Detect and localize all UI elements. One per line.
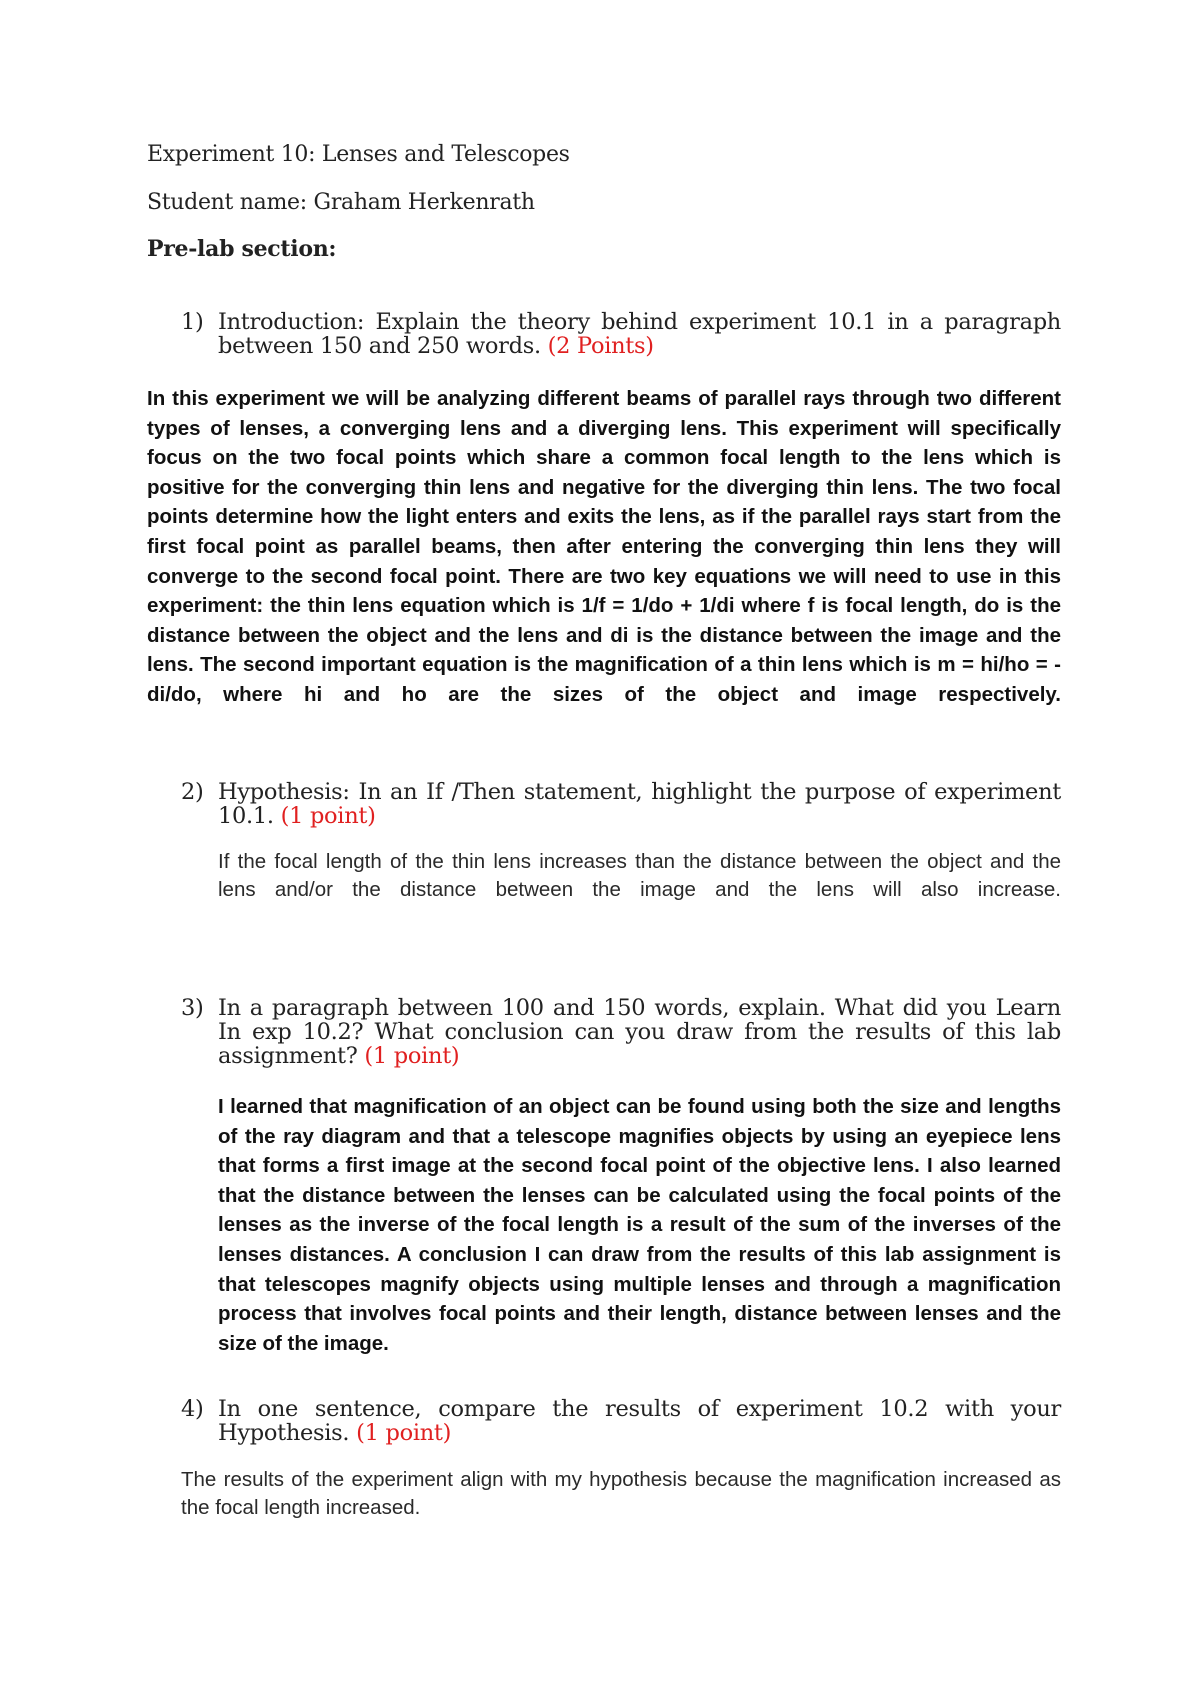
section-heading: Pre-lab section:	[147, 236, 337, 262]
answer-2: If the focal length of the thin lens increases than the distance between the object and the lens and/or the distance between the image and the lens will also increase.	[218, 850, 1061, 901]
points-label: (1 point)	[280, 803, 376, 829]
question-prompt-text: In one sentence, compare the results of experiment 10.2 with your Hypothesis.	[218, 1396, 1061, 1446]
question-prompt	[218, 996, 1061, 1068]
experiment-title: Experiment 10: Lenses and Telescopes	[147, 142, 570, 167]
question-number: 2)	[181, 779, 204, 805]
question-1	[181, 310, 1061, 358]
points-label: (1 point)	[364, 1043, 460, 1069]
question-prompt	[218, 780, 1061, 828]
question-prompt	[218, 310, 1061, 358]
question-3	[181, 996, 1061, 1068]
points-label: (2 Points)	[547, 333, 654, 359]
question-prompt	[218, 1397, 1061, 1445]
question-4	[181, 1397, 1061, 1445]
question-2	[181, 780, 1061, 828]
question-number: 3)	[181, 995, 204, 1021]
question-prompt-text: In a paragraph between 100 and 150 words, explain. What did you Learn In exp 10.2? What conclusion can you draw from the results of this lab assignment?	[218, 995, 1061, 1069]
question-prompt-text: Introduction: Explain the theory behind experiment 10.1 in a paragraph between 150 and 250 words.	[218, 309, 1061, 359]
answer-1: In this experiment we will be analyzing different beams of parallel rays through two different types of lenses, a converging lens and a diverging lens. This experiment will specifically focus on the two focal points which share a common focal length to the lens which is positive for the converging thin lens and negative for the diverging thin lens. The two focal points determine how the light enters and exits the lens, as if the parallel rays start from the first focal point as parallel beams, then after entering the converging thin lens they will converge to the second focal point. There are two key equations we will need to use in this experiment: the thin lens equation which is 1/f = 1/do + 1/di where f is focal length, do is the distance between the object and the lens and di is the distance between the image and the lens. The second important equation is the magnification of a thin lens which is m = hi/ho = -di/do, where hi and ho are the sizes of the object and image respectively.	[147, 387, 1061, 706]
answer-4: The results of the experiment align with my hypothesis because the magnification increased as the focal length increased.	[181, 1468, 1061, 1519]
answer-3: I learned that magnification of an object can be found using both the size and lengths of the ray diagram and that a telescope magnifies objects by using an eyepiece lens that forms a first image at the second focal point of the objective lens. I also learned that the distance between the lenses can be calculated using the focal points of the lenses as the inverse of the focal length is a result of the sum of the inverses of the lenses distances. A conclusion I can draw from the results of this lab assignment is that telescopes magnify objects using multiple lenses and through a magnification process that involves focal points and their length, distance between lenses and the size of the image.	[218, 1095, 1061, 1355]
points-label: (1 point)	[356, 1420, 452, 1446]
question-prompt-text: Hypothesis: In an If /Then statement, highlight the purpose of experiment 10.1.	[218, 779, 1061, 829]
student-name: Student name: Graham Herkenrath	[147, 190, 535, 215]
question-number: 1)	[181, 309, 204, 335]
question-number: 4)	[181, 1396, 204, 1422]
